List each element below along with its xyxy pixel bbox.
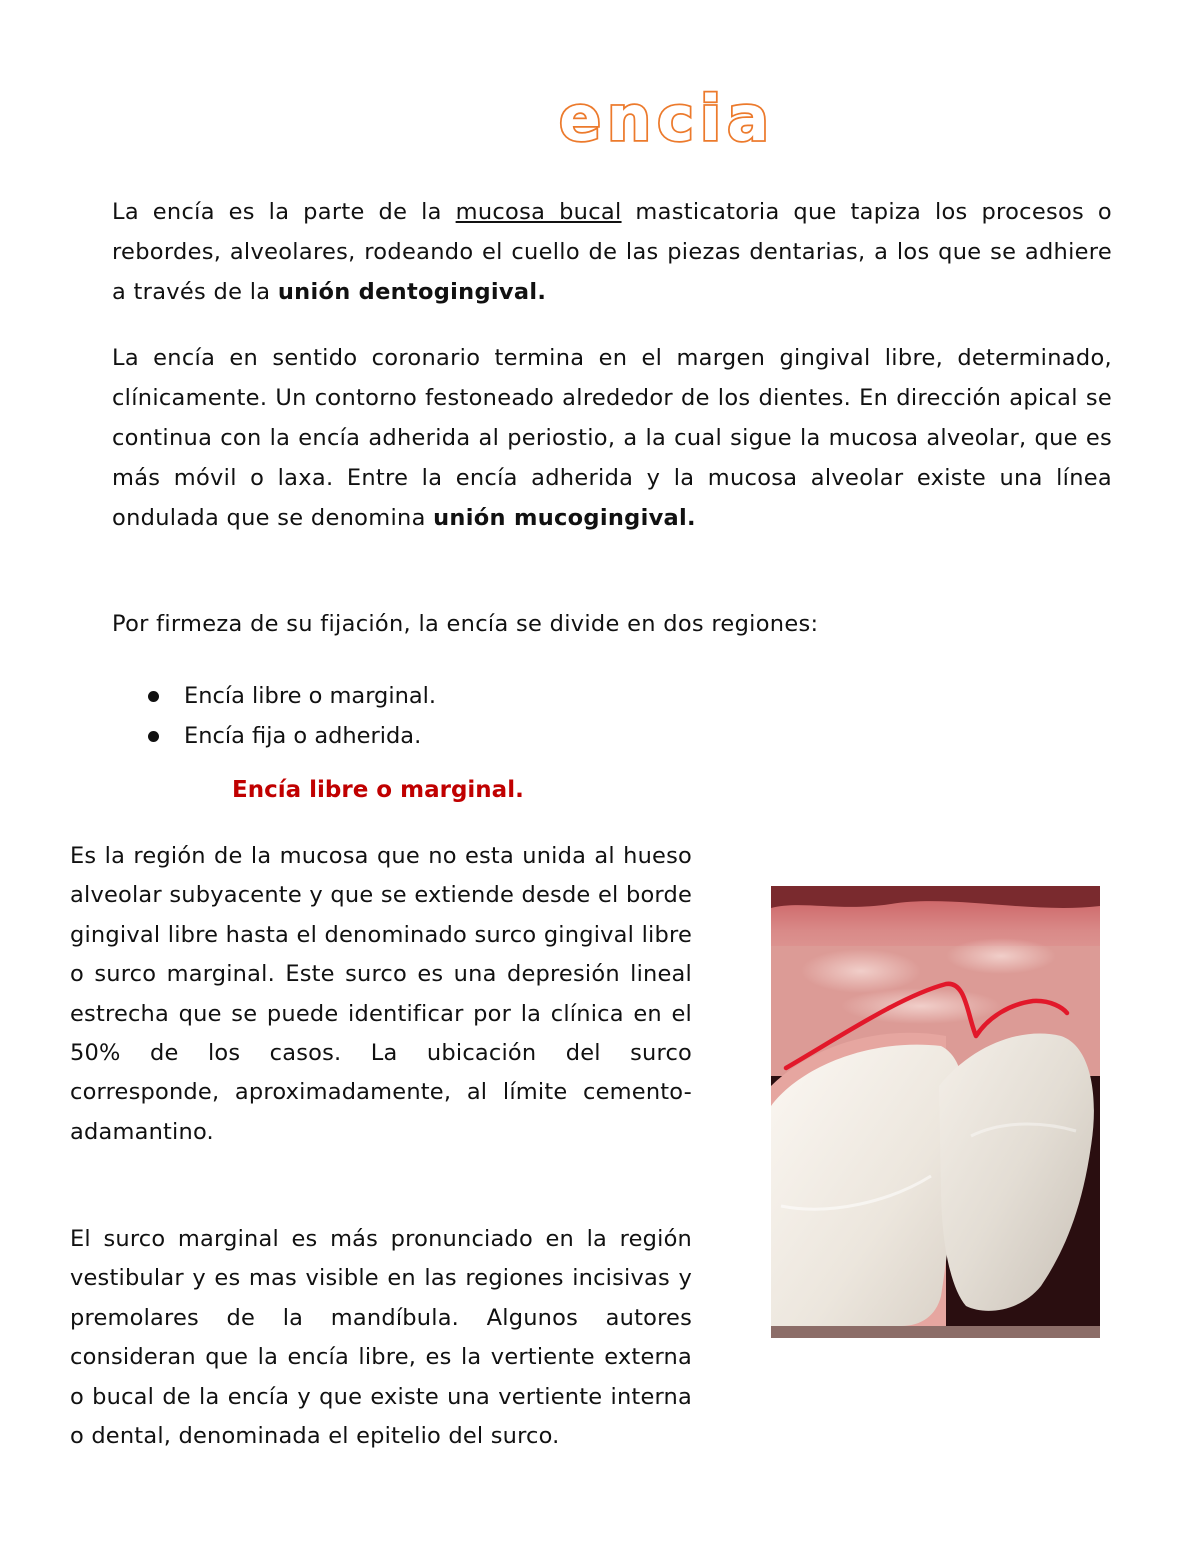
division-paragraph: Por firmeza de su fijación, la encía se divide en dos regiones:: [112, 611, 819, 637]
intro-paragraph: [112, 192, 1112, 312]
coronal-text: La encía en sentido coronario termina en el margen gingival libre, determinado, clínicamente. Un contorno festoneado alrededor de los dientes. En dirección apical se continua con la encía adherida al periostio, a la cual sigue la mucosa alveolar, que es más móvil o laxa. Entre la encía adherida y la mucosa alveolar existe una línea ondulada que se denomina: [112, 345, 1112, 531]
section-heading: Encía libre o marginal.: [232, 777, 524, 803]
list-item-label: Encía fija o adherida.: [184, 723, 422, 749]
list-item: [112, 676, 1012, 716]
intro-text: La encía es la parte de la: [112, 199, 456, 225]
bullet-icon: [148, 691, 159, 702]
teeth-gum-illustration: [771, 886, 1100, 1338]
bullet-icon: [148, 731, 159, 742]
regions-list: [112, 676, 1012, 756]
mucosa-bucal-link[interactable]: mucosa bucal: [455, 199, 622, 225]
page-title-graphic: [0, 82, 1200, 162]
coronal-bold-term: unión mucogingival.: [433, 505, 696, 531]
page-title: encia: [558, 82, 776, 155]
marginal-paragraph-2: El surco marginal es más pronunciado en la región vestibular y es mas visible en las regiones incisivas y premolares de la mandíbula. Algunos autores consideran que la encía libre, es la vertiente externa o bucal de la encía y que existe una vertiente interna o dental, denominada el epitelio del surco.: [70, 1226, 692, 1450]
intro-text-cont: masticatoria que tapiza los procesos o rebordes, alveolares, rodeando el cuello de las piezas dentarias, a los que se adhiere a través de la: [112, 199, 1112, 305]
coronal-paragraph: [112, 338, 1112, 538]
marginal-paragraph-1: Es la región de la mucosa que no esta unida al hueso alveolar subyacente y que se extiende desde el borde gingival libre hasta el denominado surco gingival libre o surco marginal. Este surco es una depresión lineal estrecha que se puede identificar por la clínica en el 50% de los casos. La ubicación del surco corresponde, aproximadamente, al límite cemento-adamantino.: [70, 843, 692, 1145]
teeth-gum-photo: [771, 886, 1100, 1338]
page-title-banner: [0, 82, 1200, 162]
intro-bold-term: unión dentogingival.: [277, 279, 547, 305]
list-item-label: Encía libre o marginal.: [184, 683, 437, 709]
list-item: [112, 716, 1012, 756]
